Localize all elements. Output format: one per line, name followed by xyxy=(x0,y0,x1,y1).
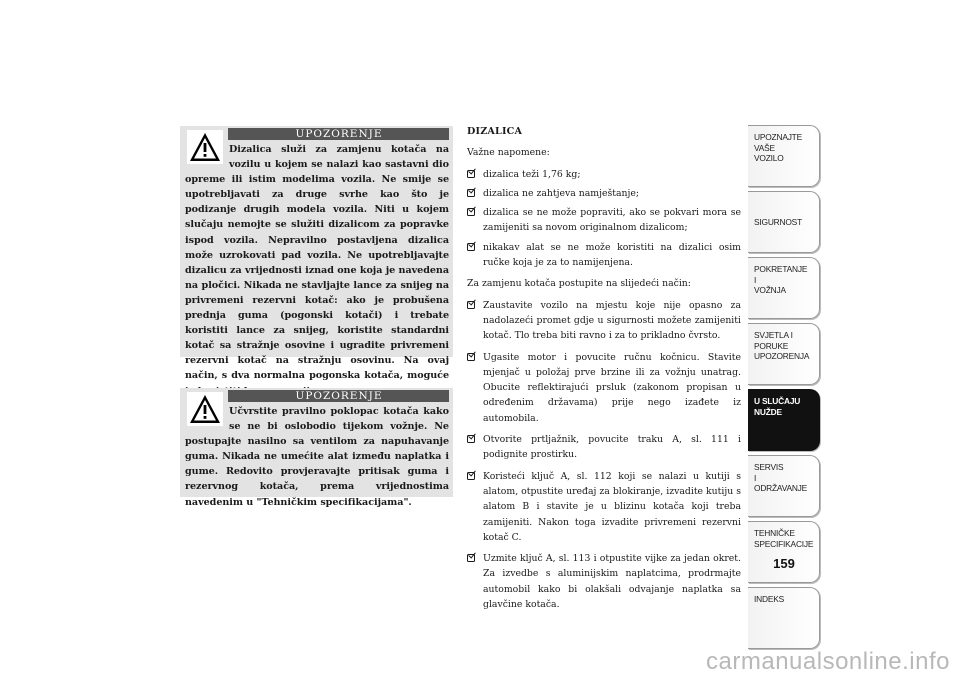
warning-text: Dizalica služi za zamjenu kotača na vozilu u kojem se nalazi kao sastavni dio opreme ili istim modelima vozila. Ne smije se upotrebljavati za druge svrhe kao što je podizanje drugih modela vozila. Niti u kojem slučaju nemojte se služiti dizalicom za popravke ispod vozila. Nepravilno postavljena dizalica može uzrokovati pad vozila. Ne upotrebljavajte dizalicu za vrijednosti iznad one koja je navedena na pločici. Nikada ne stavljajte lance za snijeg na privremeni rezervni kotač: ako je probušena prednja guma (pogonski kotači) i trebate koristiti lance za snijeg, koristite standardni kotač sa stražnje osovine i ugradite privremeni rezervni kotač na stražnju osovinu. Na ovaj način, s dva normalna pogonska kotača, moguće xyxy=(185,144,449,382)
tab-service-maintenance[interactable]: SERVIS I ODRŽAVANJE xyxy=(748,455,820,517)
list-item: Koristeći ključ A, sl. 112 koji se nalazi u kutiji s alatom, otpustite uređaj za blokiranje, izvadite kutiju s alatom B i stavite je u blizinu kotača koji treba zamijeniti. Nakon toga izvadite privremeni rezervni kotač C. xyxy=(467,469,741,545)
warning-text: Učvrstite pravilno poklopac kotača kako se ne bi oslobodio tijekom vožnje. Ne postupajte nasilno sa ventilom za napuhavanje guma. Nikada ne umećite alat između naplatka i gume. Redovito provjeravajte pritisak guma i rezervnog kotača, prema vrijednostima navedenim u "Tehničkim specifikacijama". xyxy=(185,406,449,508)
section-heading: DIZALICA xyxy=(467,126,523,137)
list-item: dizalica se ne može popraviti, ako se pokvari mora se zamijeniti sa novom originalnom dizalicom; xyxy=(467,205,741,236)
warning-box-jack xyxy=(180,126,453,382)
checkbox-bullet-icon xyxy=(467,353,475,361)
list-item: Uzmite ključ A, sl. 113 i otpustite vijke za jedan okret. Za izvedbe s aluminijskim naplatcima, prodrmajte automobil kako bi olakšali odvajanje naplatka sa glavčine kotača. xyxy=(467,551,741,612)
warning-box-wheel-cover xyxy=(180,388,453,508)
tab-safety[interactable]: SIGURNOST xyxy=(748,191,820,253)
warning-title: UPOZORENJE xyxy=(228,390,449,402)
tab-emergency[interactable]: U SLUČAJU NUŽDE xyxy=(748,389,820,451)
warning-triangle-icon xyxy=(187,130,223,164)
tab-starting-driving[interactable]: POKRETANJE I VOŽNJA xyxy=(748,257,820,319)
list-item: Otvorite prtljažnik, povucite traku A, sl. 111 i podignite prostirku. xyxy=(467,432,741,463)
checkbox-bullet-icon xyxy=(467,472,475,480)
checkbox-bullet-icon xyxy=(467,170,475,178)
checkbox-bullet-icon xyxy=(467,301,475,309)
tab-know-your-vehicle[interactable]: UPOZNAJTE VAŠE VOZILO xyxy=(748,125,820,187)
checkbox-bullet-icon xyxy=(467,554,475,562)
chapter-tabs xyxy=(748,125,820,653)
notes-intro: Važne napomene: xyxy=(467,147,550,159)
checkbox-bullet-icon xyxy=(467,435,475,443)
tab-warning-lights[interactable]: SVJETLA I PORUKE UPOZORENJA xyxy=(748,323,820,385)
checkbox-bullet-icon xyxy=(467,208,475,216)
list-item: Zaustavite vozilo na mjestu koje nije opasno za nadolazeći promet gdje u sigurnosti možete zamijeniti kotač. Tlo treba biti ravno i za to prikladno čvrsto. xyxy=(467,298,741,344)
tab-technical-specs[interactable]: TEHNIČKE SPECIFIKACIJE xyxy=(748,521,820,583)
warning-title: UPOZORENJE xyxy=(228,128,449,140)
checkbox-bullet-icon xyxy=(467,189,475,197)
list-item: Ugasite motor i povucite ručnu kočnicu. Stavite mjenjač u položaj prve brzine ili za vožnju unatrag. Obucite reflektirajući prsluk (zakonom propisan u određenim državama) prije nego izađete iz automobila. xyxy=(467,350,741,426)
warning-triangle-icon xyxy=(187,392,223,426)
steps-intro: Za zamjenu kotača postupite na slijedeći način: xyxy=(467,278,691,290)
main-content xyxy=(467,124,741,618)
list-item: dizalica teži 1,76 kg; xyxy=(467,167,741,182)
list-item: nikakav alat se ne može koristiti na dizalici osim ručke koja je za to namijenjena. xyxy=(467,240,741,271)
page-number: 159 xyxy=(773,556,795,571)
checkbox-bullet-icon xyxy=(467,243,475,251)
tab-index[interactable]: INDEKS xyxy=(748,587,820,649)
list-item: dizalica ne zahtjeva namještanje; xyxy=(467,186,741,201)
footer-watermark: carmanualsonline.info xyxy=(706,648,950,675)
